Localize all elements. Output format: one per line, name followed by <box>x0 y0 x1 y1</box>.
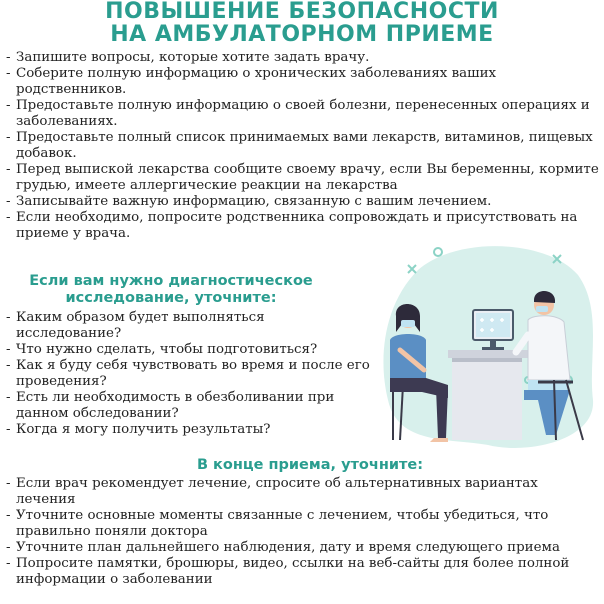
page-title-line-1: ПОВЫШЕНИЕ БЕЗОПАСНОСТИ <box>105 0 499 24</box>
diagnostics-heading <box>6 273 336 307</box>
diagnostics-heading-line-2: исследование, уточните: <box>65 290 277 306</box>
page-title <box>0 0 604 46</box>
list-item: - Предоставьте полный список принимаемых вами лекарств, витаминов, пищевых добавок. <box>4 130 600 162</box>
list-item: - Соберите полную информацию о хронических заболеваниях ваших родственников. <box>4 66 600 98</box>
list-item: - Если необходимо, попросите родственника сопровождать и присутствовать на приеме у врача. <box>4 210 600 242</box>
diagnostics-heading-line-1: Если вам нужно диагностическое <box>29 273 313 289</box>
list-item: - Попросите памятки, брошюры, видео, ссылки на веб-сайты для более полной информации о заболевании <box>4 556 600 588</box>
diagnostics-list <box>4 310 372 438</box>
page-title-line-2: НА АМБУЛАТОРНОМ ПРИЕМЕ <box>110 22 494 47</box>
list-item: - Каким образом будет выполняться исследование? <box>4 310 372 342</box>
list-item: - Запишите вопросы, которые хотите задать врачу. <box>4 50 600 66</box>
list-item: - Когда я могу получить результаты? <box>4 422 372 438</box>
list-item: - Что нужно сделать, чтобы подготовиться? <box>4 342 372 358</box>
end-of-visit-list <box>4 476 600 588</box>
list-item: - Записывайте важную информацию, связанную с вашим лечением. <box>4 194 600 210</box>
doctor-patient-consultation-illustration <box>378 240 598 460</box>
list-item: - Уточните основные моменты связанные с лечением, чтобы убедиться, что правильно поняли доктора <box>4 508 600 540</box>
end-of-visit-heading: В конце приема, уточните: <box>196 457 424 473</box>
preparation-list <box>4 50 600 242</box>
list-item: - Если врач рекомендует лечение, спросите об альтернативных вариантах лечения <box>4 476 600 508</box>
list-item: - Перед выпиской лекарства сообщите своему врачу, если Вы беременны, кормите грудью, имеете аллергические реакции на лекарства <box>4 162 600 194</box>
list-item: - Предоставьте полную информацию о своей болезни, перенесенных операциях и заболеваниях. <box>4 98 600 130</box>
list-item: - Уточните план дальнейшего наблюдения, дату и время следующего приема <box>4 540 600 556</box>
list-item: - Как я буду себя чувствовать во время и после его проведения? <box>4 358 372 390</box>
list-item: - Есть ли необходимость в обезболивании при данном обследовании? <box>4 390 372 422</box>
